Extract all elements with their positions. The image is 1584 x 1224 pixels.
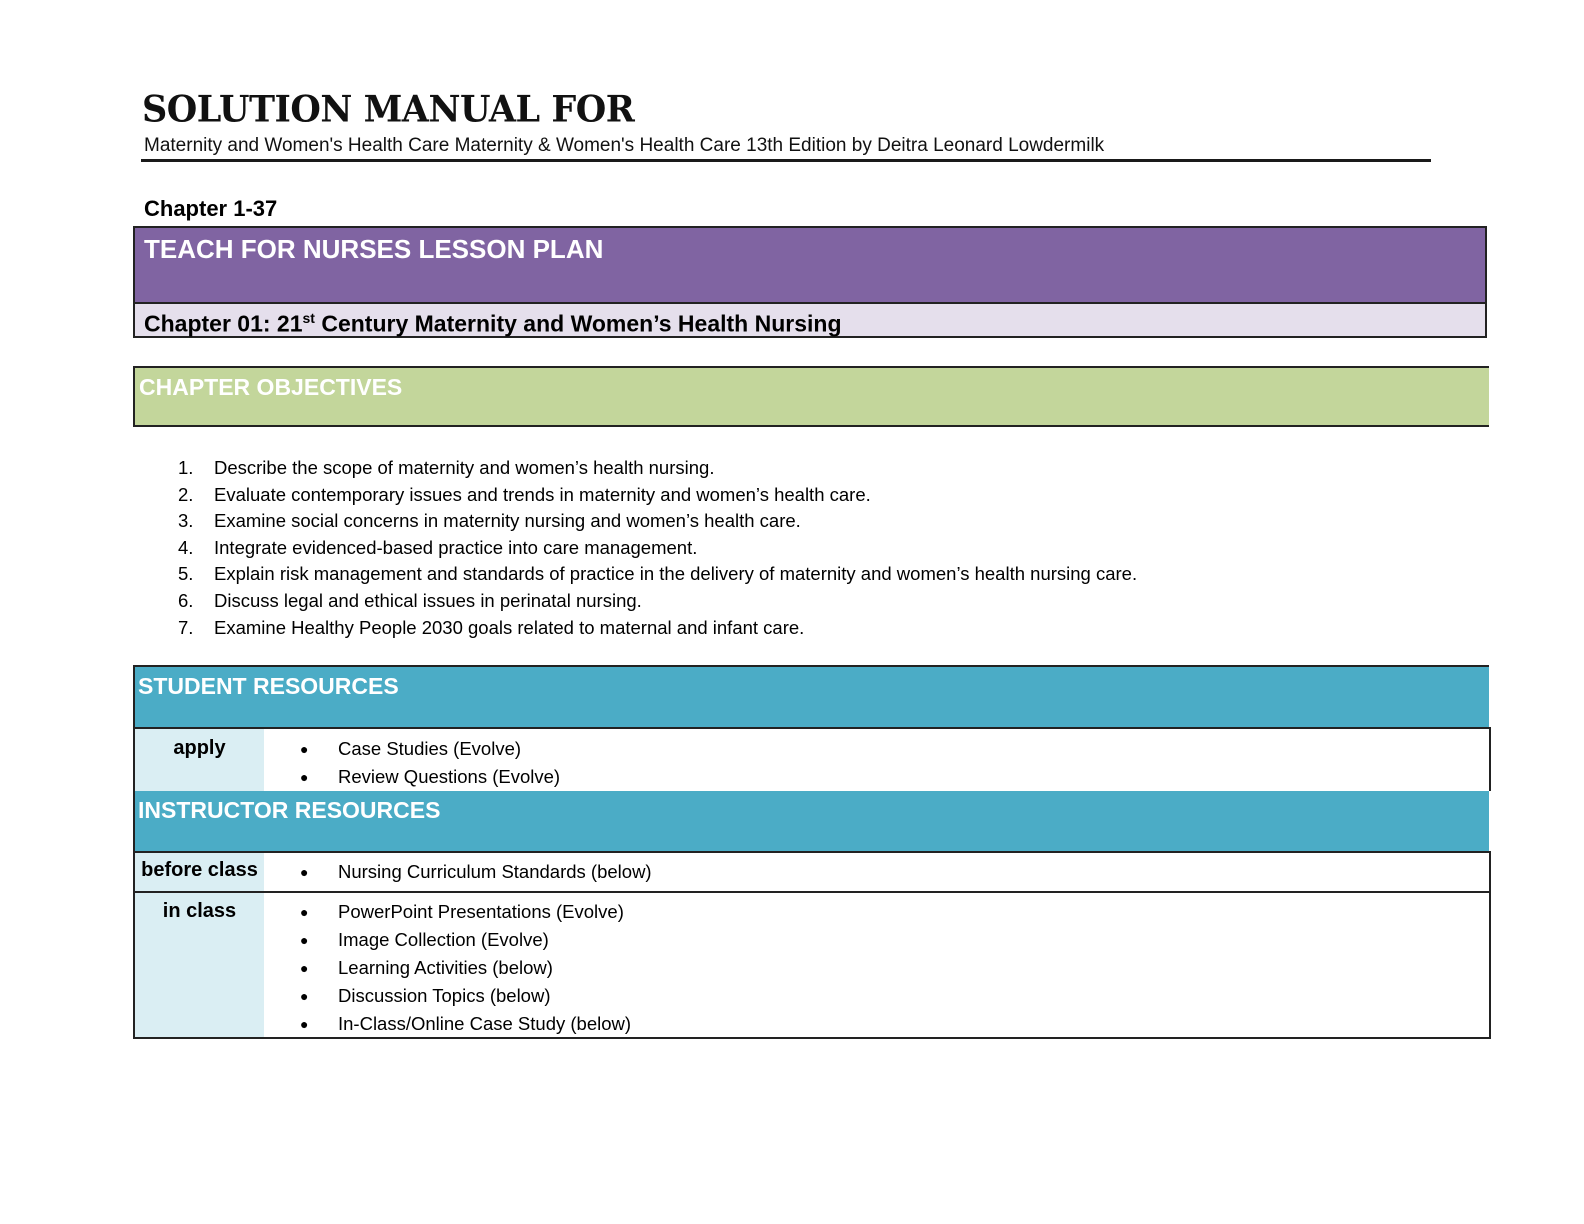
in-class-list [300,898,631,1038]
before-class-label: before class [135,853,264,891]
objective-number: 7. [178,616,194,638]
list-item [300,1010,631,1038]
resource-text: Case Studies (Evolve) [338,738,522,759]
objective-text: Examine social concerns in maternity nursing and women’s health care. [214,510,801,532]
resource-text: Nursing Curriculum Standards (below) [338,861,652,882]
resource-text: Review Questions (Evolve) [338,766,561,787]
chapter-heading-row [135,304,1485,336]
list-item [178,455,1137,482]
chapter-heading [144,310,842,338]
apply-label: apply [135,729,264,791]
lesson-plan-title: TEACH FOR NURSES LESSON PLAN [144,234,604,264]
objectives-list [178,455,1137,641]
table-border [1489,727,1491,791]
resource-text: Image Collection (Evolve) [338,929,549,950]
chapter-range: Chapter 1-37 [144,196,278,221]
list-item [300,858,652,886]
chapter-heading-prefix: Chapter 01: 21 [144,310,303,337]
list-item [178,561,1137,588]
objectives-banner [133,366,1489,427]
resource-text: Learning Activities (below) [338,957,553,978]
objective-text: Integrate evidenced-based practice into care management. [214,536,698,558]
resource-text: In-Class/Online Case Study (below) [338,1013,632,1034]
bullet-icon: ● [300,904,309,920]
document-title: SOLUTION MANUAL FOR [142,88,635,132]
in-class-row [135,891,1489,1037]
objective-text: Explain risk management and standards of practice in the delivery of maternity and women’s health nursing care. [214,563,1138,585]
list-item [300,735,560,763]
objective-number: 3. [178,510,194,532]
objective-number: 2. [178,483,194,505]
objective-number: 5. [178,563,194,585]
list-item [300,926,631,954]
objective-text: Examine Healthy People 2030 goals related to maternal and infant care. [214,616,805,638]
objectives-title: CHAPTER OBJECTIVES [139,374,403,400]
list-item [300,982,631,1010]
objective-number: 4. [178,536,194,558]
in-class-label: in class [135,893,264,1037]
list-item [178,508,1137,535]
objective-text: Evaluate contemporary issues and trends in maternity and women’s health care. [214,483,871,505]
chapter-heading-ordinal: st [302,310,315,326]
bullet-icon: ● [300,988,309,1004]
apply-row [135,727,1489,791]
document-subtitle: Maternity and Women's Health Care Maternity & Women's Health Care 13th Edition by Deitra Leonard Lowdermilk [144,135,1105,156]
bullet-icon: ● [300,864,309,880]
objective-text: Describe the scope of maternity and women’s health nursing. [214,457,715,478]
bullet-icon: ● [300,960,309,976]
list-item [300,898,631,926]
resources-table [133,665,1489,1039]
before-class-list [300,858,652,886]
title-divider [141,159,1431,162]
list-item [300,954,631,982]
resource-text: PowerPoint Presentations (Evolve) [338,901,624,922]
instructor-resources-title: INSTRUCTOR RESOURCES [138,797,441,823]
before-class-row [135,851,1489,891]
student-resources-title: STUDENT RESOURCES [138,673,399,699]
apply-list [300,735,560,791]
objective-text: Discuss legal and ethical issues in perinatal nursing. [214,589,642,611]
bullet-icon: ● [300,741,309,757]
instructor-resources-banner [135,791,1489,851]
list-item [178,588,1137,615]
list-item [300,763,560,791]
list-item [178,615,1137,642]
resource-text: Discussion Topics (below) [338,985,551,1006]
lesson-plan-header [133,226,1487,338]
objective-number: 1. [178,457,194,478]
student-resources-banner [135,667,1489,727]
bullet-icon: ● [300,1016,309,1032]
objective-number: 6. [178,589,194,611]
bullet-icon: ● [300,769,309,785]
list-item [178,482,1137,509]
lesson-plan-banner [135,228,1485,304]
list-item [178,535,1137,562]
table-border [1489,851,1491,1039]
bullet-icon: ● [300,932,309,948]
chapter-heading-suffix: Century Maternity and Women’s Health Nursing [314,310,842,337]
